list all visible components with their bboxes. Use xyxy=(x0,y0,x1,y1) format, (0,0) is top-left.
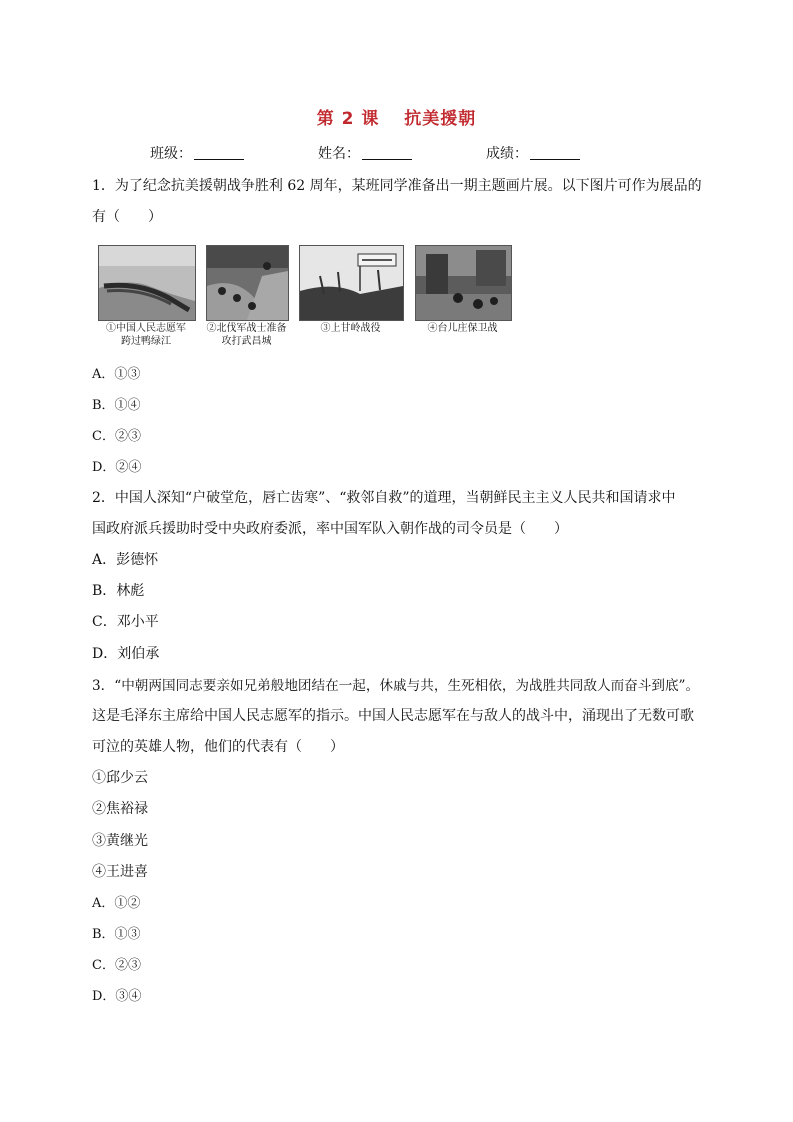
photo-4-caption-line1: ④台儿庄保卫战 xyxy=(427,323,498,334)
q1-option-c[interactable]: C．②③ xyxy=(92,429,141,444)
q2-option-b[interactable]: B．林彪 xyxy=(92,583,145,599)
photo-2-caption-line1: ②北伐军战士准备 xyxy=(206,323,287,334)
q2-stem-line1: 2．中国人深知“户破堂危，唇亡齿寒”、“救邻自救”的道理，当朝鲜民主主义人民共和国请求中 xyxy=(92,490,676,506)
score-blank xyxy=(530,145,580,160)
score-label: 成绩： xyxy=(486,146,528,162)
q3-item-4: ④王进喜 xyxy=(92,864,148,880)
q1-option-b[interactable]: B．①④ xyxy=(92,398,141,413)
score-field xyxy=(486,143,580,163)
q2-option-a[interactable]: A．彭德怀 xyxy=(92,552,159,568)
soldiers-trench-photo xyxy=(206,245,289,321)
q3-stem-line2: 这是毛泽东主席给中国人民志愿军的指示。中国人民志愿军在与敌人的战斗中，涌现出了无数可歌 xyxy=(92,708,694,724)
photo-4-caption xyxy=(415,322,510,335)
name-blank xyxy=(362,145,412,160)
q1-stem-line1: 1．为了纪念抗美援朝战争胜利 62 周年，某班同学准备出一期主题画片展。以下图片可作为展品的 xyxy=(92,178,702,194)
q2-option-d[interactable]: D．刘伯承 xyxy=(92,646,160,662)
photo-3-caption-line1: ③上甘岭战役 xyxy=(320,323,381,334)
q1-option-a[interactable]: A．①③ xyxy=(92,367,141,382)
photo-1-caption-line2: 跨过鸭绿江 xyxy=(121,336,171,347)
photo-3-caption xyxy=(299,322,402,335)
q3-stem-line1: 3．“中朝两国同志要亲如兄弟般地团结在一起，休戚与共，生死相依，为战胜共同敌人而奋斗到底”。 xyxy=(92,678,700,694)
q3-option-d[interactable]: D．③④ xyxy=(92,989,142,1004)
q1-option-d[interactable]: D．②④ xyxy=(92,460,142,475)
soldiers-banner-photo xyxy=(299,245,404,321)
class-blank xyxy=(194,145,244,160)
name-field xyxy=(318,143,412,163)
q3-item-3: ③黄继光 xyxy=(92,833,148,849)
street-battle-photo xyxy=(415,245,512,321)
q1-photo-strip xyxy=(98,245,518,349)
q2-stem-line2: 国政府派兵援助时受中央政府委派，率中国军队入朝作战的司令员是（ ） xyxy=(92,521,568,537)
troops-crossing-river-photo xyxy=(98,245,196,321)
photo-2-caption-line2: 攻打武昌城 xyxy=(221,336,272,347)
q3-option-a[interactable]: A．①② xyxy=(92,896,141,911)
class-field xyxy=(150,143,244,163)
photo-2-caption xyxy=(203,322,290,348)
photo-1-caption xyxy=(96,322,196,348)
q3-option-b[interactable]: B．①③ xyxy=(92,927,141,942)
q3-item-1: ①邱少云 xyxy=(92,770,148,786)
photo-1-caption-line1: ①中国人民志愿军 xyxy=(106,323,186,334)
class-label: 班级： xyxy=(150,146,192,162)
q3-stem-line3: 可泣的英雄人物，他们的代表有（ ） xyxy=(92,739,344,755)
q3-option-c[interactable]: C．②③ xyxy=(92,958,141,973)
name-label: 姓名： xyxy=(318,146,360,162)
page-title: 第 2 课 抗美援朝 xyxy=(316,109,477,129)
q2-option-c[interactable]: C．邓小平 xyxy=(92,614,159,630)
q1-stem-line2: 有（ ） xyxy=(92,209,162,225)
q3-item-2: ②焦裕禄 xyxy=(92,801,148,817)
